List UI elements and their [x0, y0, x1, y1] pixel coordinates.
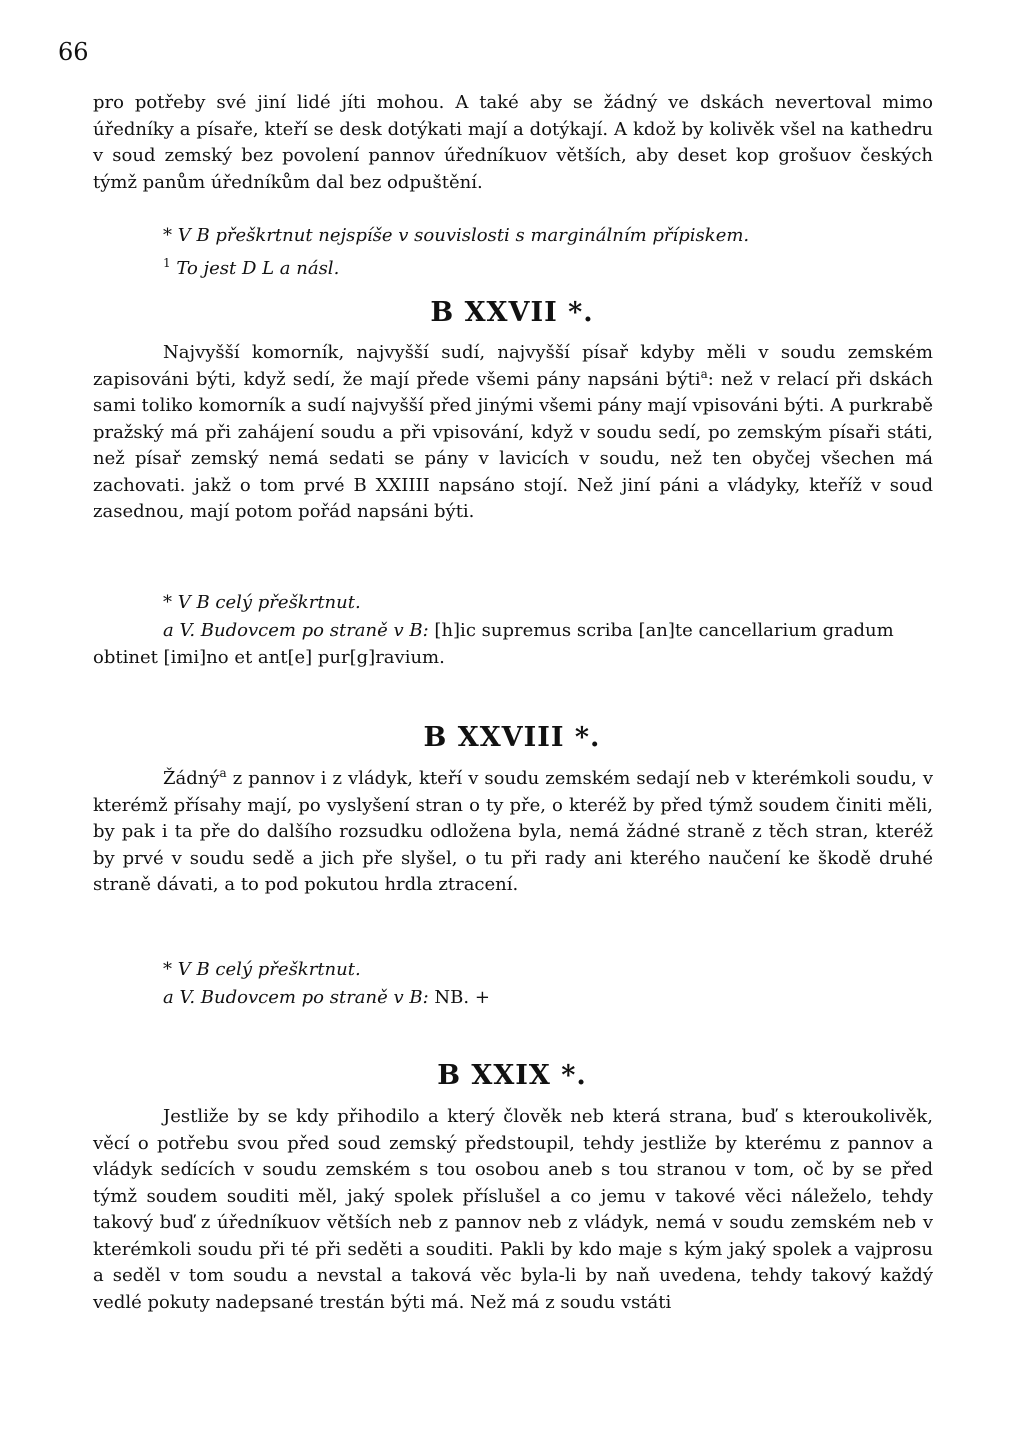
footnote-a-text: NB. +: [434, 987, 490, 1008]
section-body-start: Žádný: [163, 768, 220, 789]
footnote-a-mark: a: [163, 620, 174, 641]
footnote-a-text: [h]ic supremus scriba [an]te cancellarium gradum obtinet [imi]no et ant[e] pur[g]ravium.: [93, 620, 894, 668]
intro-paragraph: pro potřeby své jiní lidé jíti mohou. A také aby se žádný ve dskách nevertoval mimo úředníky a písaře, kteří se desk dotýkati mají a dotýkají. A kdož by kolivěk všel na kathedru v soud zemský bez povolení pannov úředníkuov větších, aby deset kop grošuov českých týmž panům úředníkům dal bez odpuštění.: [93, 92, 933, 193]
section-xxviii-note-star: [163, 957, 933, 984]
section-heading-xxviii: B XXVIII *.: [423, 722, 601, 753]
footnote-star-mark: *: [163, 225, 172, 246]
footnote-star-text: V B přeškrtnut nejspíše v souvislosti s marginálním přípiskem.: [177, 225, 750, 246]
section-xxvii-note-a: [93, 618, 933, 671]
footnote-one-text: To jest D L a násl.: [176, 258, 340, 279]
section-xxvii-note-star: [163, 590, 933, 617]
footnote-star-text: V B celý přeškrtnut.: [177, 592, 361, 613]
footnote-a-label: V. Budovcem po straně v B:: [179, 620, 429, 641]
footnote-ref-a: a: [219, 766, 227, 780]
section-body-text: z pannov i z vládyk, kteří v soudu zemském sedají neb v kterémkoli soudu, v kterémž přísahy mají, po vyslyšení stran o ty pře, o kteréž by před týmž soudem činiti měli, by pak i ta pře do dalšího rozsudku odložena byla, nemá žádné straně z těch stran, kteréž by prvé v soudu sedě a jich pře slyšel, o tu při rady ani kterého naučení ke škodě druhé straně dávati, a to pod pokutou hrdla ztracení.: [93, 768, 933, 895]
page-number: 66: [58, 38, 89, 66]
section-heading-xxvii: B XXVII *.: [430, 297, 594, 328]
section-body-xxviii: [93, 766, 933, 899]
footnote-a-mark: a: [163, 987, 174, 1008]
section-body-xxix: Jestliže by se kdy přihodilo a který člověk neb která strana, buď s kteroukolivěk, věcí o potřebu svou před soud zemský předstoupil, tehdy jestliže by kterému z pannov a vládyk sedících v soudu zemském s tou osobou aneb s tou stranou v tom, oč by se před týmž soudem souditi měl, jaký spolek příslušel a co jemu v takové věci náleželo, tehdy takový buď z úředníkuov větších neb z pannov neb z vládyk, nemá v soudu zemském neb v kterémkoli soudu při té při seděti a souditi. Pakli by kdo maje s kým jaký spolek a vajprosu a seděl v tom soudu a nevstal a taková věc byla-li by naň uvedena, tehdy takový každý vedlé pokuty nadepsané trestán býti má. Než má z soudu vstáti: [93, 1106, 933, 1313]
intro-footnote-one: [163, 250, 933, 283]
footnote-ref-a: a: [700, 366, 708, 381]
footnote-a-label: V. Budovcem po straně v B:: [179, 987, 429, 1008]
intro-footnote-star: [163, 223, 933, 250]
section-xxviii-note-a: [163, 985, 933, 1012]
section-body-text: Najvyšší komorník, najvyšší sudí, najvyšší písař kdyby měli v soudu zemském zapisováni býti, když sedí, že mají přede všemi pány napsáni býti: [93, 342, 933, 390]
footnote-one-mark: 1: [163, 256, 171, 270]
section-body-xxvii: [93, 340, 933, 526]
section-heading-xxix: B XXIX *.: [437, 1060, 587, 1091]
footnote-star-mark: *: [163, 592, 172, 613]
section-body-text-continued: : než v relací při dskách sami toliko komorník a sudí najvyšší před jinými všemi pány mají vpisováni býti. A purkrabě pražský má při zahájení soudu a při vpisování, když v soudu sedí, po zemským písaři státi, než písař zemský nemá sedati se pány v lavicích v soudu, než ten obyčej všechen má zachovati. jakž o tom prvé B XXIIII napsáno stojí. Než jiní páni a vládyky, kteříž v soud zasednou, mají potom pořád napsáni býti.: [93, 368, 934, 522]
footnote-star-mark: *: [163, 959, 172, 980]
footnote-star-text: V B celý přeškrtnut.: [177, 959, 361, 980]
